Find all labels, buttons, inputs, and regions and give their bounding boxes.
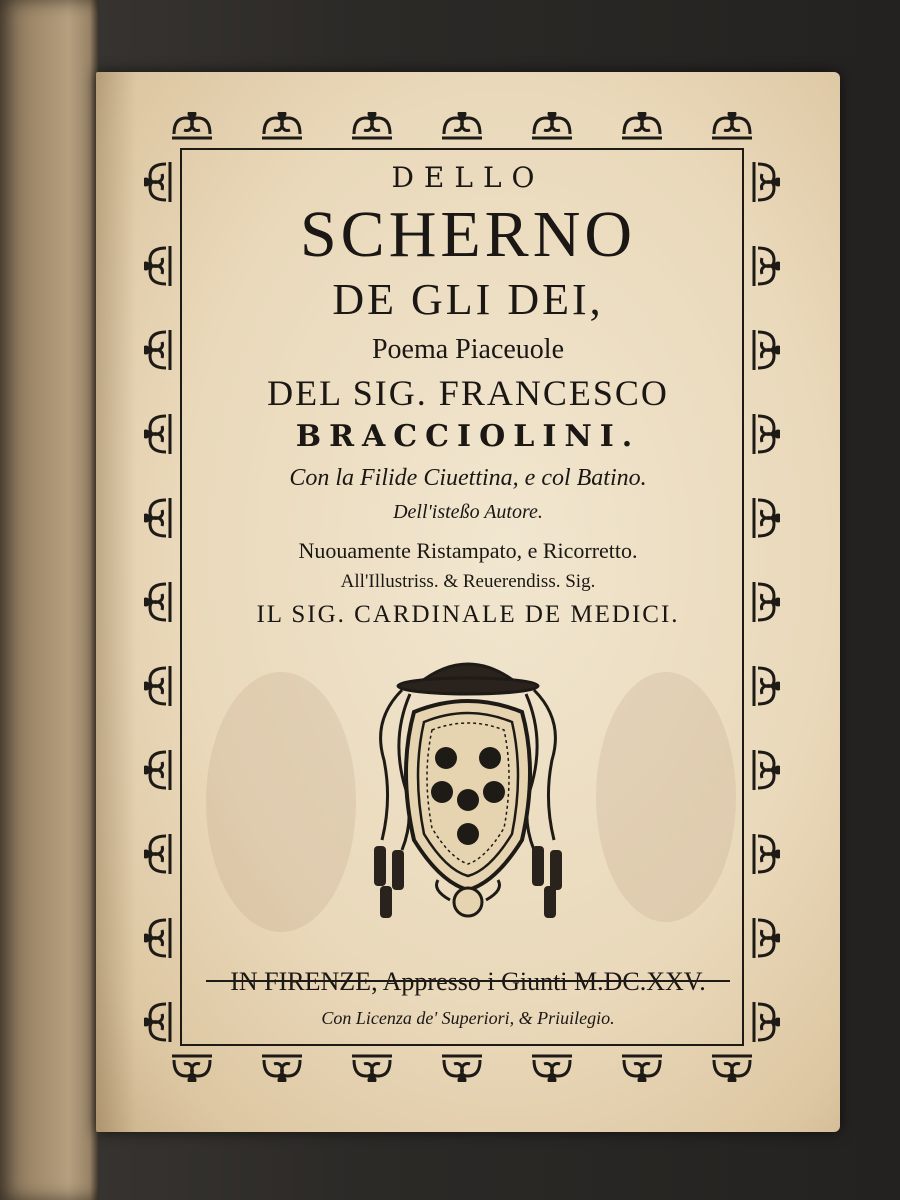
book-cover-board bbox=[0, 0, 98, 1200]
border-ornament bbox=[144, 330, 170, 370]
border-ornament bbox=[144, 498, 170, 538]
border-ornament bbox=[754, 246, 780, 286]
border-ornament bbox=[352, 112, 392, 138]
border-ornament bbox=[144, 666, 170, 706]
additional-works: Con la Filide Ciuettina, e col Batino. bbox=[289, 465, 647, 491]
same-author-note: Dell'isteßo Autore. bbox=[393, 501, 543, 523]
border-ornament bbox=[532, 1056, 572, 1082]
title-line-degli-dei: DE GLI DEI, bbox=[332, 275, 604, 324]
border-ornament bbox=[144, 582, 170, 622]
medici-coat-of-arms-icon bbox=[362, 650, 574, 922]
border-ornament bbox=[144, 918, 170, 958]
border-ornament bbox=[754, 582, 780, 622]
reprint-note: Nuouamente Ristampato, e Ricorretto. bbox=[298, 538, 638, 563]
border-ornament bbox=[622, 112, 662, 138]
author-prefix: DEL SIG. FRANCESCO bbox=[267, 373, 669, 413]
border-ornament bbox=[144, 750, 170, 790]
border-ornament bbox=[622, 1056, 662, 1082]
border-ornament bbox=[144, 162, 170, 202]
border-ornament bbox=[754, 498, 780, 538]
title-page bbox=[96, 72, 840, 1132]
imprint-line: IN FIRENZE, Appresso i Giunti M.DC.XXV. bbox=[230, 967, 706, 996]
border-ornament bbox=[532, 112, 572, 138]
subtitle-poema: Poema Piaceuole bbox=[371, 334, 565, 365]
border-ornament bbox=[172, 1056, 212, 1082]
border-ornament bbox=[712, 112, 752, 138]
border-ornament bbox=[172, 112, 212, 138]
border-ornament bbox=[754, 750, 780, 790]
author-surname: BRACCIOLINI. bbox=[295, 419, 641, 454]
border-ornament bbox=[442, 1056, 482, 1082]
border-ornament bbox=[712, 1056, 752, 1082]
imprint-rule bbox=[206, 980, 730, 982]
border-ornament bbox=[144, 246, 170, 286]
border-ornament bbox=[144, 834, 170, 874]
border-ornament bbox=[754, 918, 780, 958]
border-ornament bbox=[754, 330, 780, 370]
dedication-line: All'Illustriss. & Reuerendiss. Sig. bbox=[340, 571, 596, 592]
border-ornament bbox=[754, 666, 780, 706]
border-ornament bbox=[754, 414, 780, 454]
title-line-scherno: SCHERNO bbox=[299, 198, 637, 271]
border-ornament bbox=[144, 1002, 170, 1042]
border-ornament bbox=[442, 112, 482, 138]
border-ornament bbox=[754, 834, 780, 874]
border-ornament bbox=[352, 1056, 392, 1082]
border-ornament bbox=[262, 112, 302, 138]
border-ornament bbox=[754, 162, 780, 202]
border-ornament bbox=[262, 1056, 302, 1082]
dedicatee-cardinal: IL SIG. CARDINALE DE MEDICI. bbox=[256, 601, 680, 628]
title-text-block bbox=[192, 158, 744, 632]
license-line: Con Licenza de' Superiori, & Priuilegio. bbox=[321, 1008, 615, 1028]
border-ornament bbox=[144, 414, 170, 454]
border-ornament bbox=[754, 1002, 780, 1042]
title-line-dello: DELLO bbox=[391, 161, 545, 194]
